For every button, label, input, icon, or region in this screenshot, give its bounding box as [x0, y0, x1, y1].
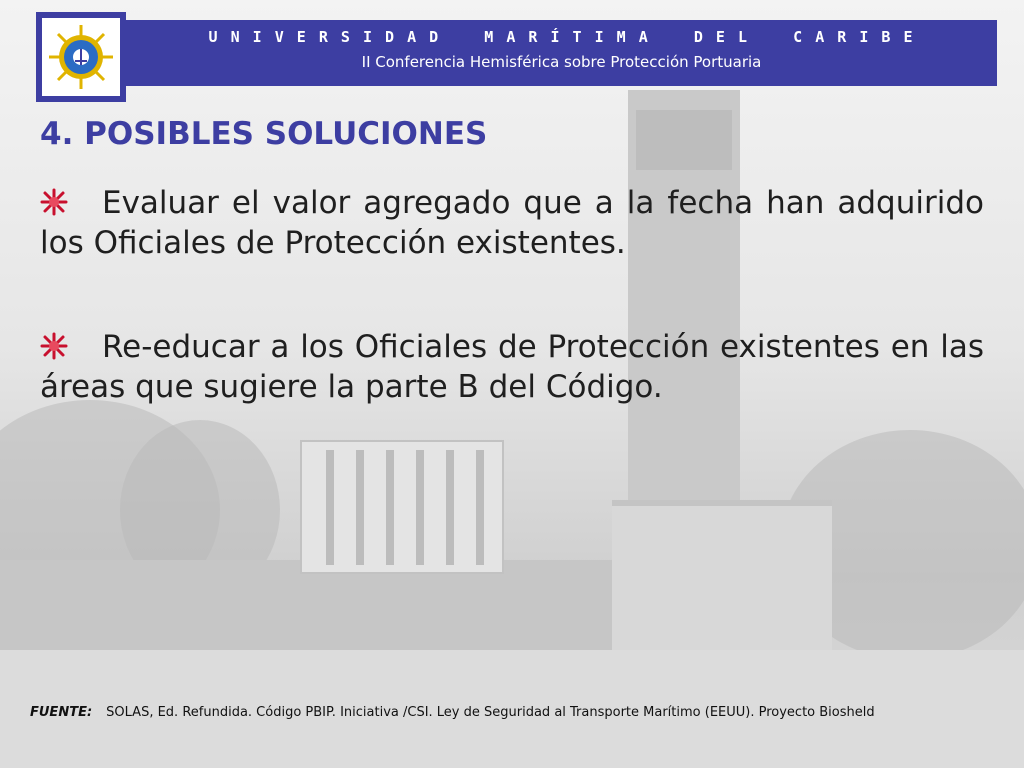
university-seal-icon: [47, 23, 115, 91]
source-text: SOLAS, Ed. Refundida. Código PBIP. Iniciativa /CSI. Ley de Seguridad al Transporte Marítimo (EEUU). Proyecto Biosheld: [106, 705, 875, 720]
university-name: U N I V E R S I D A D M A R Í T I M A D E L C A R I B E: [208, 28, 915, 46]
starburst-bullet-icon: [40, 332, 68, 360]
conference-name: II Conferencia Hemisférica sobre Protección Portuaria: [361, 53, 762, 71]
bullet-text: Evaluar el valor agregado que a la fecha han adquirido los Oficiales de Protección existentes.: [40, 185, 984, 261]
page-title: 4. POSIBLES SOLUCIONES: [40, 116, 488, 152]
bullet-item: [40, 183, 984, 263]
header-banner: [126, 20, 997, 86]
bullet-text: Re-educar a los Oficiales de Protección existentes en las áreas que sugiere la parte B del Código.: [40, 329, 984, 405]
source-footnote: [30, 704, 980, 721]
bullet-item: [40, 327, 984, 407]
source-label: FUENTE:: [30, 705, 93, 720]
logo-frame: [36, 12, 126, 102]
starburst-bullet-icon: [40, 188, 68, 216]
